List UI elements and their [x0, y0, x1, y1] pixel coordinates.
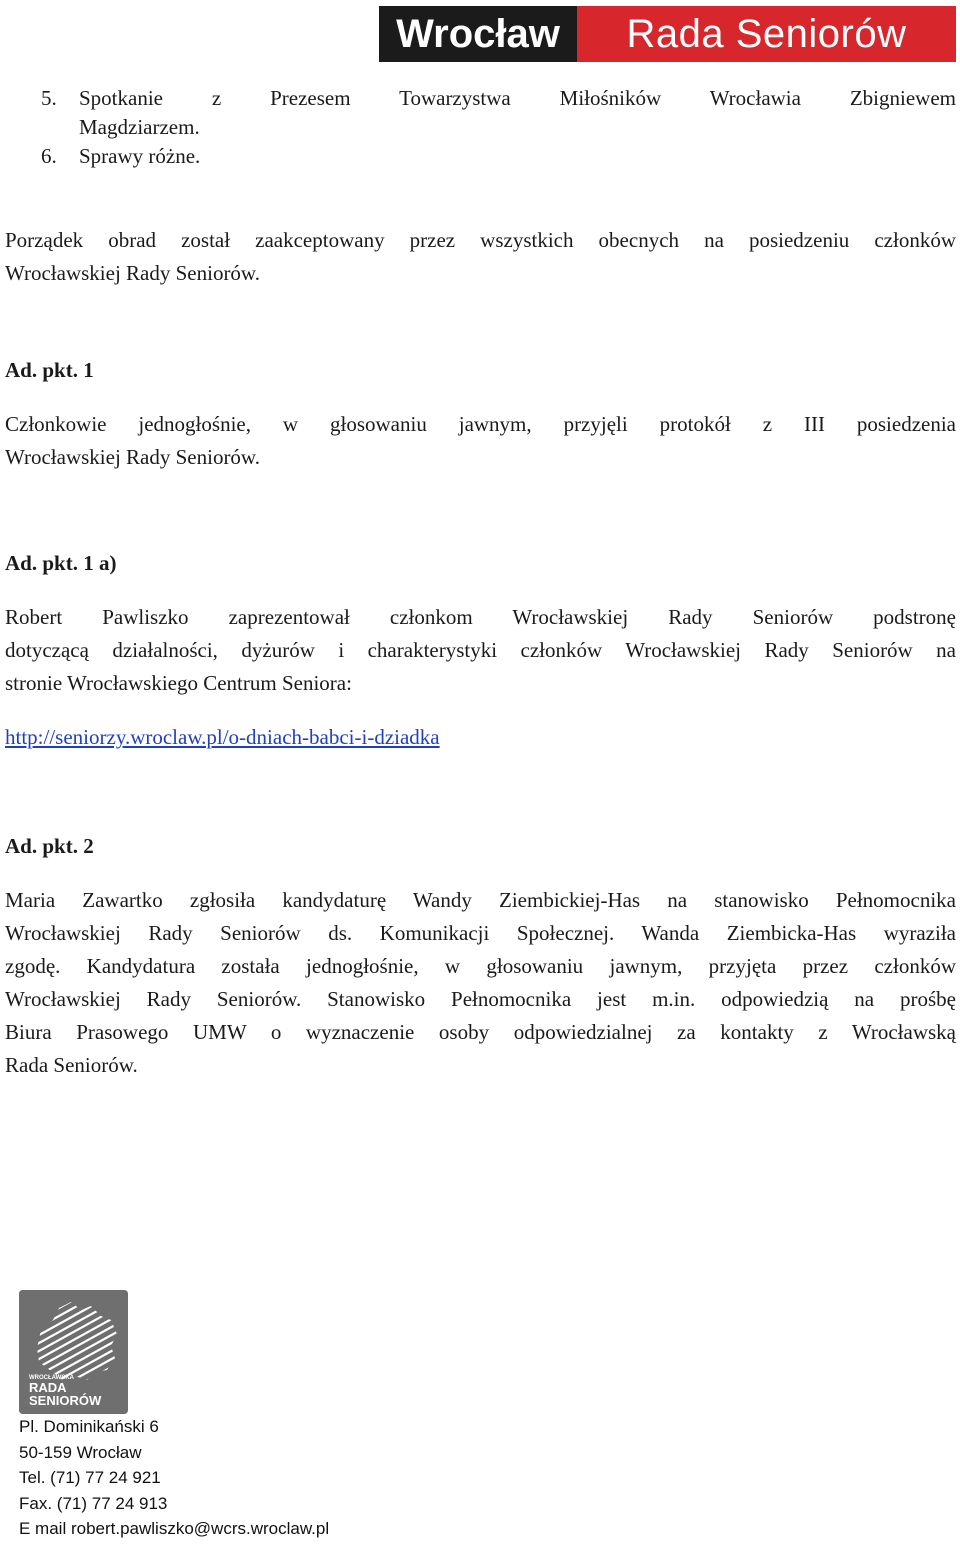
section-paragraph [5, 884, 956, 1082]
paragraph-line: Wrocławskiej Rady Seniorów ds. Komunikacji Społecznej. Wanda Ziembicka-Has wyraziła [5, 921, 956, 945]
footer-logo-graphic [19, 1290, 128, 1414]
section-pkt-2 [5, 830, 956, 1082]
footer-logo-line2: RADA [29, 1380, 67, 1395]
agenda-text: Spotkanie z Prezesem Towarzystwa Miłośników Wrocławia Zbigniewem [79, 86, 956, 110]
logo-wroclaw: Wrocław [379, 6, 577, 62]
paragraph-line: Członkowie jednogłośnie, w głosowaniu jawnym, przyjęli protokół z III posiedzenia [5, 412, 956, 436]
paragraph-line: zgodę. Kandydatura została jednogłośnie, w głosowaniu jawnym, przyjęta przez członków [5, 954, 956, 978]
section-heading: Ad. pkt. 1 [5, 358, 94, 382]
paragraph-line: Rada Seniorów. [5, 1053, 138, 1077]
footer-address [19, 1414, 329, 1542]
intro-paragraph [5, 224, 956, 290]
section-pkt-1 [5, 354, 956, 474]
address-city: 50-159 Wrocław [19, 1442, 142, 1462]
footer-logo [19, 1290, 128, 1414]
address-street: Pl. Dominikański 6 [19, 1417, 159, 1436]
paragraph-line: Wrocławskiej Rady Seniorów. [5, 261, 260, 285]
section-pkt-1a [5, 547, 956, 754]
section-heading: Ad. pkt. 1 a) [5, 551, 117, 575]
header-logo [379, 6, 956, 62]
paragraph-line: Robert Pawliszko zaprezentował członkom Wrocławskiej Rady Seniorów podstronę [5, 605, 956, 629]
agenda-text: Sprawy różne. [79, 144, 201, 168]
seniorzy-link[interactable]: http://seniorzy.wroclaw.pl/o-dniach-babci-i-dziadka [5, 725, 440, 749]
paragraph-line: Biura Prasowego UMW o wyznaczenie osoby odpowiedzialnej za kontakty z Wrocławską [5, 1020, 956, 1044]
paragraph-line: Porządek obrad został zaakceptowany przez wszystkich obecnych na posiedzeniu członków [5, 228, 956, 252]
agenda-number: 6. [41, 144, 57, 168]
agenda-item-6 [5, 142, 956, 171]
address-phone: Tel. (71) 77 24 921 [19, 1468, 161, 1487]
section-paragraph [5, 601, 956, 700]
footer-logo-line1: WROCŁAWSKA [29, 1375, 74, 1381]
agenda-list [5, 84, 956, 171]
paragraph-line: Wrocławskiej Rady Seniorów. [5, 445, 260, 469]
section-heading: Ad. pkt. 2 [5, 834, 94, 858]
paragraph-line: dotyczącą działalności, dyżurów i charakterystyki członków Wrocławskiej Rady Seniorów na [5, 638, 956, 662]
paragraph-line: Wrocławskiej Rady Seniorów. Stanowisko Pełnomocnika jest m.in. odpowiedzią na prośbę [5, 987, 956, 1011]
paragraph-line: stronie Wrocławskiego Centrum Seniora: [5, 671, 352, 695]
section-paragraph [5, 408, 956, 474]
logo-rada-seniorow: Rada Seniorów [577, 6, 956, 62]
agenda-item-5 [5, 84, 956, 142]
address-fax: Fax. (71) 77 24 913 [19, 1493, 168, 1513]
address-email: E mail robert.pawliszko@wcrs.wroclaw.pl [19, 1519, 330, 1538]
agenda-text: Magdziarzem. [79, 115, 200, 139]
paragraph-line: Maria Zawartko zgłosiła kandydaturę Wandy Ziembickiej-Has na stanowisko Pełnomocnika [5, 888, 956, 912]
footer-logo-line3: SENIORÓW [29, 1393, 102, 1408]
agenda-number: 5. [41, 86, 57, 110]
document-body [5, 84, 956, 1082]
